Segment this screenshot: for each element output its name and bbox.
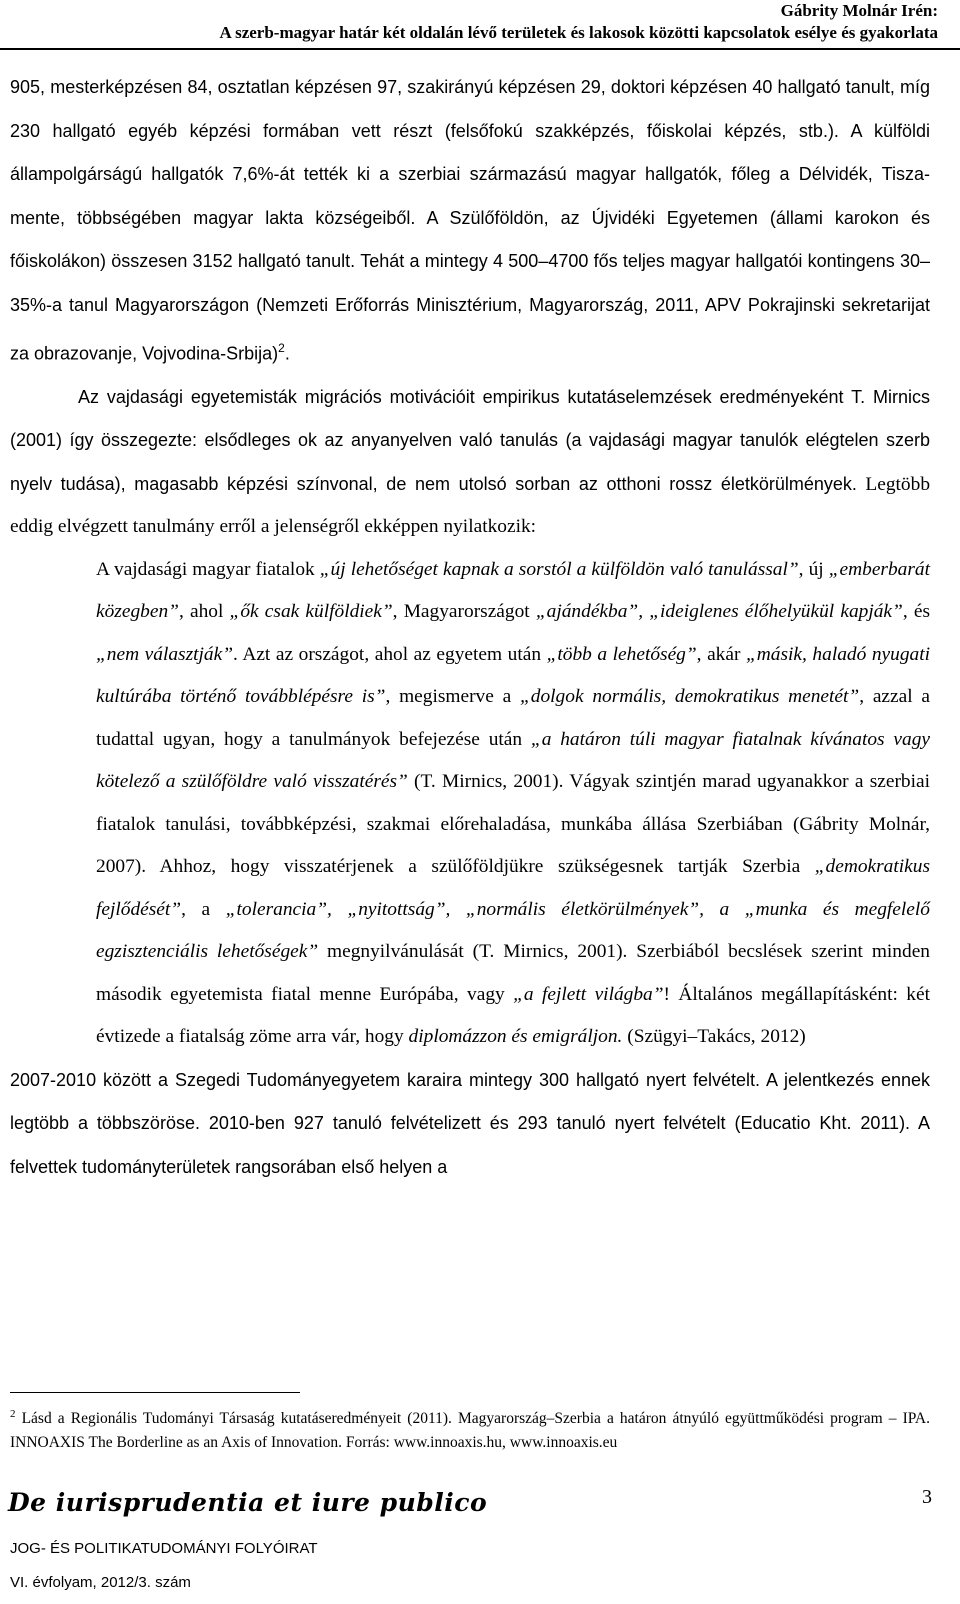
journal-logo: De iurisprudentia et iure publico [8,1488,488,1517]
footnote-text: Lásd a Regionális Tudományi Társaság kutatáseredményeit (2011). Magyarország–Szerbia a határon átnyúló együttműködési program – IPA. INNOAXIS The Borderline as an Axis of Innovation. Forrás: www.innoaxis.hu, www.innoaxis.eu [10,1410,930,1452]
quote-i9: „a határon túli magyar fiatalnak kívánatos vagy kötelező a szülőföldre való visszatérés” [96,728,931,793]
journal-volume: VI. évfolyam, 2012/3. szám [10,1574,191,1591]
quote-i7: „másik, haladó nyugati kultúrába történő továbblépésre is” [96,643,931,708]
quote-i3: „ők csak külföldiek” [229,601,393,623]
quote-t10: (T. Mirnics, 2001). Vágyak szintjén marad ugyanakkor a szerbiai fiatalok tanulási, továbbképzési, szakmai előrehaladása, munkába állása Szerbiában (Gábrity Molnár, 2007). Ahhoz, hogy visszatérjenek a szülőföldjükre szükségesnek tartják Szerbia [96,771,930,878]
quote-i8: „dolgok normális, demokratikus menetét” [520,686,860,708]
quote-t12: megnyilvánulását (T. Mirnics, 2001). Szerbiából becslések szerint minden második egyetemista fiatal menne Európába, vagy [96,941,930,1005]
paragraph-1-part-b: Tehát a mintegy 4 500–4700 fős teljes magyar hallgatói kontingens 30–35%-a tanul Magyarországon (Nemzeti Erőforrás Minisztérium, Magyarország, 2011, APV Pokrajinski sekretarijat za obrazovanje, Vojvodina-Srbija) [10,251,930,364]
quote-t13: ! Általános megállapításként: két évtizede a fiatalság zöme arra vár, hogy [96,983,930,1048]
footnote-ref[interactable]: 2 [278,341,285,355]
footnote-rule [10,1392,300,1393]
paragraph-1-end: . [284,343,290,364]
paragraph-3-text: 2007-2010 között a Szegedi Tudományegyetem karaira mintegy 300 hallgató nyert felvételt. A jelentkezés ennek legtöbb a többszöröse. 2010-ben 927 tanuló felvételizett és 293 tanuló nyert felvételt (Educatio Kht. 2011). A felvettek tudományterületek rangsorában első helyen a [10,1069,930,1177]
quote-t5: , és [902,601,931,623]
paragraph-1 [10,66,930,376]
quote-i10: „demokratikus fejlődését” [96,856,930,920]
quote-i1: „új lehetőséget kapnak a sorstól a külföldön való tanulással” [319,558,799,580]
header-author: Gábrity Molnár Irén: [780,1,938,20]
quote-t8: , megismerve a [385,686,520,708]
page-number: 3 [922,1486,932,1508]
paragraph-2-serif: Legtöbb eddig elvégzett tanulmány erről a jelenségről ekképpen nyilatkozik: [10,473,931,538]
footnote [10,1402,930,1455]
quote-t4: , Magyarországot [392,601,536,623]
quote-i2: „emberbarát közegben” [96,558,930,623]
quote-t6: . Azt az országot, ahol az egyetem után [232,643,547,665]
paragraph-2 [10,376,930,549]
quote-i5: „nem választják” [96,643,233,665]
body-text [10,66,930,1189]
quote-i4: „ajándékba”, „ideiglenes élőhelyükül kapják” [535,601,903,623]
quote-i12: „a fejlett világba” [513,983,664,1005]
quote-t14: (Szügyi–Takács, 2012) [622,1026,806,1048]
quote-i13: diplomázzon és emigráljon. [408,1026,623,1048]
paragraph-1-part-a: 905, mesterképzésen 84, osztatlan képzésen 97, szakirányú képzésen 29, doktori képzésen 40 hallgató tanult, míg 230 hallgató egyéb képzési formában vett részt (felsőfokú szakképzés, főiskolai képzés, stb.). A külföldi állampolgárságú hallgatók 7,6%-át tették ki a szerbiai származású magyar hallgatók, főleg a Délvidék, Tisza-mente, többségében magyar lakta községeiből. A Szülőföldön, az Újvidéki Egyetemen (állami karokon és főiskolákon) összesen 3152 hallgató tanult. [10,77,930,271]
quote-i11: „tolerancia”, „nyitottság”, „normális életkörülmények”, a „munka és megfelelő egzisztenciális lehetőségek” [96,898,930,963]
paragraph-2-sans: Az vajdasági egyetemisták migrációs motivációit empirikus kutatáselemzések eredményeként T. Mirnics (2001) így összegezte: elsődleges ok az anyanyelven való tanulás (a vajdasági magyar tanulók elégtelen szerb nyelv tudása), magasabb képzési színvonal, de nem utolsó sorban az otthoni rossz életkörülmények. [10,386,930,494]
quote-t3: , ahol [178,601,230,623]
quote-t11: , a [181,898,226,920]
quote-t2: , új [798,558,829,580]
footnote-mark: 2 [10,1408,16,1420]
header-title: A szerb-magyar határ két oldalán lévő területek és lakosok közötti kapcsolatok esélye és gyakorlata [219,23,938,42]
header-rule [0,48,960,50]
paragraph-3 [10,1059,930,1190]
block-quote [96,549,930,1059]
quote-t9: , azzal a tudattal ugyan, hogy a tanulmányok befejezése után [96,686,930,750]
quote-i6: „több a lehetőség” [546,643,697,665]
quote-t7: , akár [696,643,746,665]
quote-t1: A vajdasági magyar fiatalok [96,558,320,580]
journal-name: JOG- ÉS POLITIKATUDOMÁNYI FOLYÓIRAT [10,1540,318,1557]
